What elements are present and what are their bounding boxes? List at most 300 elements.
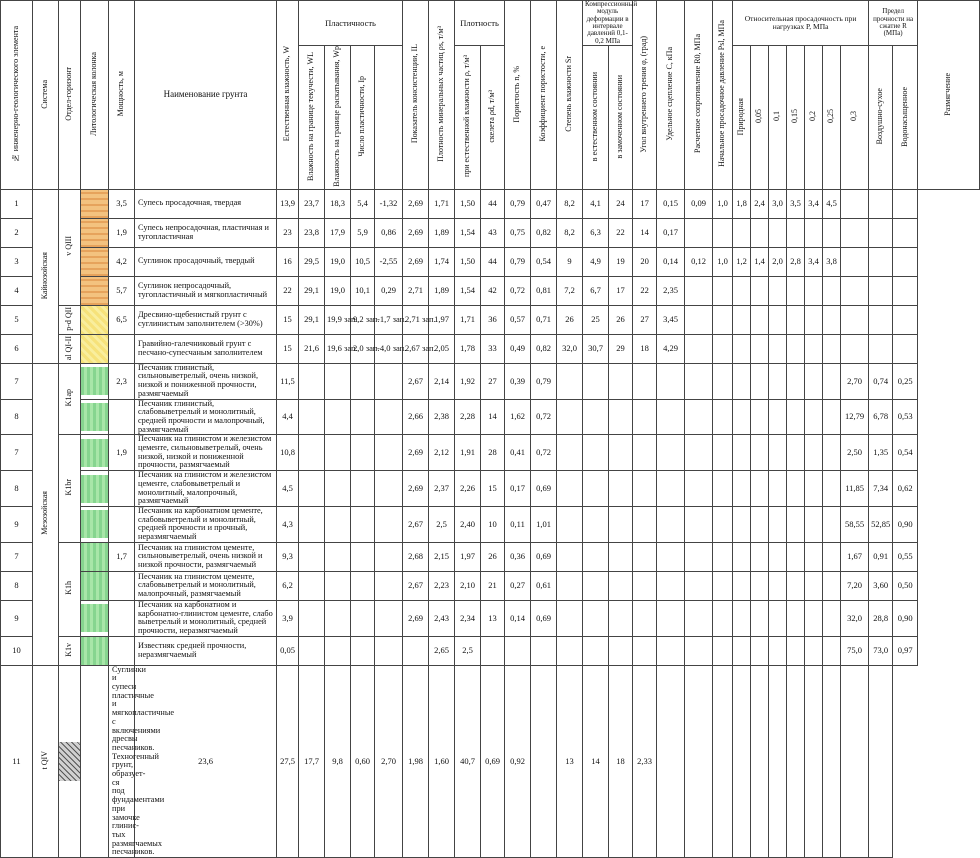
- soil-name: Песчаник на глинистом цементе, слабовыветрелый и монолитный, малопрочный, размягчаемый: [135, 571, 277, 600]
- subsidence-cell: [787, 276, 805, 305]
- value-cell: 9,8: [325, 665, 351, 857]
- value-cell: [299, 600, 325, 636]
- value-cell: [299, 571, 325, 600]
- subsidence-cell: [805, 471, 823, 507]
- value-cell: [351, 471, 375, 507]
- value-cell: 10,8: [277, 435, 299, 471]
- subsidence-cell: [805, 334, 823, 363]
- value-cell: [557, 506, 583, 542]
- value-cell: [325, 471, 351, 507]
- value-cell: [609, 636, 633, 665]
- value-cell: 10,1: [351, 276, 375, 305]
- subsidence-cell: [713, 636, 733, 665]
- subsidence-cell: [787, 334, 805, 363]
- ucs-dry-cell: [841, 276, 869, 305]
- subsidence-cell: [787, 305, 805, 334]
- value-cell: 9,2 зап.: [351, 305, 375, 334]
- value-cell: [557, 435, 583, 471]
- subsidence-cell: 3,0: [769, 189, 787, 218]
- value-cell: [685, 218, 713, 247]
- value-cell: [505, 636, 531, 665]
- lithology-pattern: [81, 277, 108, 305]
- value-cell: [657, 506, 685, 542]
- value-cell: [583, 600, 609, 636]
- value-cell: 20: [633, 247, 657, 276]
- value-cell: [325, 399, 351, 435]
- header-ps: Плотность минеральных частиц ρs, т/м³: [436, 25, 446, 162]
- lithology-swatch: [81, 363, 109, 399]
- value-cell: 9: [557, 247, 583, 276]
- value-cell: 17,9: [325, 218, 351, 247]
- row-number: 9: [1, 506, 33, 542]
- ucs-dry-cell: 7,20: [841, 571, 869, 600]
- softening-cell: 0,90: [893, 506, 918, 542]
- value-cell: 18: [609, 665, 633, 857]
- value-cell: [351, 363, 375, 399]
- value-cell: 9,3: [277, 542, 299, 571]
- subsidence-cell: [769, 363, 787, 399]
- ucs-dry-cell: [841, 218, 869, 247]
- soil-name: Супесь просадочная, твердая: [135, 189, 277, 218]
- value-cell: 1,54: [455, 218, 481, 247]
- soil-name: Песчаник на глинистом и железистом цементе, слабовыветрелый и монолитный, малопрочный, размягчаемый: [135, 471, 277, 507]
- row-number: 8: [1, 399, 33, 435]
- header-ip: Число пластичности, Ip: [357, 76, 367, 157]
- ucs-wet-cell: [869, 218, 893, 247]
- subsidence-cell: [713, 334, 733, 363]
- lithology-pattern: [81, 637, 108, 665]
- subsidence-cell: [713, 571, 733, 600]
- header-density: Плотность: [455, 1, 505, 46]
- value-cell: 44: [481, 247, 505, 276]
- value-cell: 15: [277, 334, 299, 363]
- subsidence-cell: [805, 636, 823, 665]
- value-cell: 2,14: [429, 363, 455, 399]
- thickness-cell: [81, 665, 109, 857]
- value-cell: 0,79: [505, 189, 531, 218]
- subsidence-cell: [823, 506, 841, 542]
- value-cell: [557, 399, 583, 435]
- softening-cell: 0,25: [893, 363, 918, 399]
- subsidence-cell: [685, 665, 713, 857]
- header-p6: 0,3: [849, 111, 859, 122]
- value-cell: 0,14: [505, 600, 531, 636]
- lithology-swatch: [81, 636, 109, 665]
- row-number: 6: [1, 334, 33, 363]
- ucs-dry-cell: [823, 665, 841, 857]
- row-number: 1: [1, 189, 33, 218]
- value-cell: [657, 471, 685, 507]
- thickness-cell: [109, 399, 135, 435]
- soil-name: Известняк средней прочности, неразмягчаемый: [135, 636, 277, 665]
- value-cell: 2,26: [455, 471, 481, 507]
- value-cell: 1,50: [455, 189, 481, 218]
- subsidence-cell: [713, 665, 733, 857]
- subsidence-cell: [805, 665, 823, 857]
- ucs-wet-cell: [869, 247, 893, 276]
- value-cell: [375, 399, 403, 435]
- header-system: Система: [40, 79, 50, 109]
- subsidence-cell: [713, 363, 733, 399]
- value-cell: 2,34: [455, 600, 481, 636]
- value-cell: 2,66: [403, 399, 429, 435]
- soil-name: Супесь непросадочная, пластичная и тугопластичная: [135, 218, 277, 247]
- value-cell: [685, 276, 713, 305]
- value-cell: 0,29: [375, 276, 403, 305]
- value-cell: 1,50: [455, 247, 481, 276]
- soil-name: Суглинки и супеси пластичные и мягкопластичные с включениями дресвы песчаников. Техногенный грунт, образует-ся под фундаментами при замочке глинис-тых размягчаемых песчаников.: [109, 665, 135, 857]
- value-cell: 14: [583, 665, 609, 857]
- subsidence-cell: [823, 636, 841, 665]
- value-cell: 2,68: [403, 542, 429, 571]
- value-cell: 1,98: [403, 665, 429, 857]
- header-natural: Природная: [736, 97, 746, 136]
- value-cell: 14: [481, 399, 505, 435]
- lithology-swatch: [81, 571, 109, 600]
- subsidence-cell: [769, 471, 787, 507]
- subsidence-cell: [713, 435, 733, 471]
- subsidence-cell: [787, 471, 805, 507]
- header-plasticity: Пластичность: [299, 1, 403, 46]
- value-cell: 0,49: [505, 334, 531, 363]
- value-cell: 2,69: [403, 600, 429, 636]
- system-cell: [33, 189, 59, 363]
- subsidence-cell: [751, 600, 769, 636]
- subsidence-cell: 3,5: [787, 189, 805, 218]
- subsidence-cell: [787, 435, 805, 471]
- value-cell: 5,4: [351, 189, 375, 218]
- subsidence-cell: [787, 571, 805, 600]
- lithology-swatch: [81, 247, 109, 276]
- value-cell: [657, 665, 685, 857]
- lithology-pattern: [81, 306, 108, 334]
- value-cell: [481, 636, 505, 665]
- thickness-cell: 1,9: [109, 435, 135, 471]
- division-cell: [59, 636, 81, 665]
- subsidence-cell: [733, 399, 751, 435]
- header-c: Удельное сцепление С, кПа: [665, 47, 675, 141]
- table-header: [1, 1, 980, 190]
- value-cell: [609, 471, 633, 507]
- ucs-dry-cell: 2,50: [841, 435, 869, 471]
- value-cell: 19,0: [325, 247, 351, 276]
- lithology-swatch: [81, 471, 109, 507]
- value-cell: [657, 399, 685, 435]
- softening-cell: 0,97: [893, 636, 918, 665]
- value-cell: 2,67: [403, 571, 429, 600]
- ucs-dry-cell: [841, 334, 869, 363]
- value-cell: [633, 471, 657, 507]
- header-num: № инженерно-геологического элемента: [11, 25, 21, 163]
- value-cell: 22: [277, 276, 299, 305]
- subsidence-cell: [805, 435, 823, 471]
- subsidence-cell: [733, 305, 751, 334]
- subsidence-cell: [787, 506, 805, 542]
- value-cell: 0,69: [531, 600, 557, 636]
- ucs-dry-cell: 32,0: [841, 600, 869, 636]
- subsidence-cell: 2,4: [751, 189, 769, 218]
- lithology-pattern: [59, 742, 80, 781]
- ucs-wet-cell: 6,78: [869, 399, 893, 435]
- subsidence-cell: 1,0: [713, 247, 733, 276]
- value-cell: [685, 334, 713, 363]
- value-cell: 29,1: [299, 276, 325, 305]
- lithology-swatch: [81, 218, 109, 247]
- subsidence-cell: [769, 506, 787, 542]
- subsidence-cell: [805, 542, 823, 571]
- value-cell: 29: [609, 334, 633, 363]
- value-cell: 23: [277, 218, 299, 247]
- lithology-pattern: [81, 403, 108, 431]
- value-cell: 1,89: [429, 276, 455, 305]
- subsidence-cell: [787, 600, 805, 636]
- value-cell: 2,10: [455, 571, 481, 600]
- ucs-dry-cell: 75,0: [841, 636, 869, 665]
- soil-name: Суглинок просадочный, твердый: [135, 247, 277, 276]
- ucs-wet-cell: 0,74: [869, 363, 893, 399]
- value-cell: 14: [633, 218, 657, 247]
- row-number: 4: [1, 276, 33, 305]
- subsidence-cell: [713, 218, 733, 247]
- value-cell: 19: [609, 247, 633, 276]
- value-cell: [633, 542, 657, 571]
- division-cell: [59, 189, 81, 305]
- value-cell: [299, 435, 325, 471]
- subsidence-cell: [733, 542, 751, 571]
- division-cell: [59, 363, 81, 435]
- value-cell: 1,89: [429, 218, 455, 247]
- softening-cell: 0,62: [893, 471, 918, 507]
- value-cell: 4,29: [657, 334, 685, 363]
- value-cell: [299, 399, 325, 435]
- row-number: 3: [1, 247, 33, 276]
- subsidence-cell: [751, 399, 769, 435]
- value-cell: 26: [557, 305, 583, 334]
- value-cell: [531, 665, 557, 857]
- value-cell: 0,69: [531, 542, 557, 571]
- value-cell: -1,32: [375, 189, 403, 218]
- subsidence-cell: 1,2: [733, 247, 751, 276]
- subsidence-cell: [713, 600, 733, 636]
- subsidence-cell: [823, 435, 841, 471]
- value-cell: [351, 506, 375, 542]
- value-cell: 23,7: [299, 189, 325, 218]
- value-cell: [609, 363, 633, 399]
- lithology-swatch: [81, 189, 109, 218]
- subsidence-cell: 3,8: [823, 247, 841, 276]
- value-cell: -1,7 зап.: [375, 305, 403, 334]
- subsidence-cell: [733, 218, 751, 247]
- header-ucs-wet: Водонасыщенное: [899, 86, 909, 147]
- row-number: 5: [1, 305, 33, 334]
- subsidence-cell: [751, 276, 769, 305]
- row-number: 7: [1, 542, 33, 571]
- value-cell: 1,92: [455, 363, 481, 399]
- subsidence-cell: [823, 276, 841, 305]
- thickness-cell: [109, 506, 135, 542]
- subsidence-cell: [805, 506, 823, 542]
- ucs-wet-cell: 7,34: [869, 471, 893, 507]
- value-cell: 5,9: [351, 218, 375, 247]
- subsidence-cell: [769, 665, 787, 857]
- header-p1: 0,05: [754, 109, 764, 124]
- value-cell: [685, 363, 713, 399]
- value-cell: 2,67 зап.: [403, 334, 429, 363]
- table-row: [1, 189, 980, 218]
- row-number: 11: [1, 665, 33, 857]
- value-cell: 25: [583, 305, 609, 334]
- value-cell: 1,91: [455, 435, 481, 471]
- value-cell: 2,38: [429, 399, 455, 435]
- softening-cell: 0,50: [893, 571, 918, 600]
- subsidence-cell: [787, 665, 805, 857]
- ucs-dry-cell: [841, 247, 869, 276]
- ucs-dry-cell: 12,79: [841, 399, 869, 435]
- value-cell: 43: [481, 218, 505, 247]
- softening-cell: [893, 189, 918, 218]
- value-cell: 1,01: [531, 506, 557, 542]
- value-cell: [657, 363, 685, 399]
- table-row: [1, 506, 980, 542]
- value-cell: 0,17: [657, 218, 685, 247]
- subsidence-cell: 1,8: [733, 189, 751, 218]
- value-cell: 2,43: [429, 600, 455, 636]
- header-mod-wet: в замоченном состоянии: [615, 74, 625, 159]
- value-cell: 2,65: [429, 636, 455, 665]
- value-cell: 17: [609, 276, 633, 305]
- subsidence-cell: [823, 399, 841, 435]
- softening-cell: [893, 276, 918, 305]
- table-body: [1, 189, 980, 857]
- value-cell: [299, 471, 325, 507]
- value-cell: [375, 363, 403, 399]
- division-label: K1v: [64, 642, 74, 657]
- thickness-cell: [109, 636, 135, 665]
- lithology-pattern: [81, 439, 108, 467]
- value-cell: 0,69: [481, 665, 505, 857]
- value-cell: 0,72: [505, 276, 531, 305]
- value-cell: 2,71 зап.: [403, 305, 429, 334]
- value-cell: 4,9: [583, 247, 609, 276]
- header-psl: Начальное просадочное давление Psl, МПа: [717, 20, 727, 168]
- value-cell: 0,81: [531, 276, 557, 305]
- header-rho: при естественной влажности ρ, т/м³: [462, 55, 472, 178]
- value-cell: 26: [609, 305, 633, 334]
- value-cell: 10: [481, 506, 505, 542]
- header-modulus: Компрессионный модуль деформации в интервале давлений 0,1-0,2 МПа: [583, 1, 633, 46]
- subsidence-cell: [805, 571, 823, 600]
- value-cell: 13,9: [277, 189, 299, 218]
- value-cell: 19,9 зап.: [325, 305, 351, 334]
- division-label: t QIV: [40, 751, 50, 770]
- value-cell: 27: [481, 363, 505, 399]
- softening-cell: 0,90: [893, 600, 918, 636]
- value-cell: 2,35: [657, 276, 685, 305]
- value-cell: 2,69: [403, 218, 429, 247]
- header-wp: Влажность на границе раскатывания, Wp: [332, 46, 342, 187]
- table-row: [1, 542, 980, 571]
- subsidence-cell: [823, 600, 841, 636]
- ucs-wet-cell: 52,85: [869, 506, 893, 542]
- ucs-wet-cell: 73,0: [869, 636, 893, 665]
- softening-cell: 0,53: [893, 399, 918, 435]
- value-cell: 2,33: [633, 665, 657, 857]
- value-cell: 28: [481, 435, 505, 471]
- value-cell: 0,79: [531, 363, 557, 399]
- value-cell: 2,71: [403, 276, 429, 305]
- thickness-cell: 1,9: [109, 218, 135, 247]
- subsidence-cell: [751, 542, 769, 571]
- value-cell: 2,05: [429, 334, 455, 363]
- subsidence-cell: [769, 571, 787, 600]
- value-cell: 0,47: [531, 189, 557, 218]
- value-cell: 0,12: [685, 247, 713, 276]
- value-cell: 29,5: [299, 247, 325, 276]
- value-cell: [685, 471, 713, 507]
- value-cell: [609, 435, 633, 471]
- subsidence-cell: [751, 334, 769, 363]
- subsidence-cell: [805, 399, 823, 435]
- value-cell: 2,28: [455, 399, 481, 435]
- lithology-pattern: [81, 367, 108, 395]
- subsidence-cell: 1,4: [751, 247, 769, 276]
- thickness-cell: [109, 334, 135, 363]
- subsidence-cell: [805, 276, 823, 305]
- subsidence-cell: [823, 571, 841, 600]
- value-cell: [557, 363, 583, 399]
- soil-name: Песчаник на карбонатном и карбонатно-глинистом цементе, слабо выветрелый и монолитный, средней прочности, неразмягчаемый: [135, 600, 277, 636]
- header-soft: Размягчение: [943, 72, 953, 116]
- value-cell: 2,67: [403, 506, 429, 542]
- subsidence-cell: [823, 542, 841, 571]
- subsidence-cell: [733, 636, 751, 665]
- soil-name: Песчаник глинистый, сильновыветрелый, очень низкой, низкой и пониженной прочности, размягчаемый: [135, 363, 277, 399]
- value-cell: [299, 542, 325, 571]
- value-cell: [351, 542, 375, 571]
- table-row: [1, 218, 980, 247]
- value-cell: 1,97: [429, 305, 455, 334]
- value-cell: 0,09: [685, 189, 713, 218]
- value-cell: 21: [481, 571, 505, 600]
- soil-name: Песчаник глинистый, слабовыветрелый и монолитный, средней прочности и малопрочный, размягчаемый: [135, 399, 277, 435]
- value-cell: 29,1: [299, 305, 325, 334]
- division-cell: [33, 665, 59, 857]
- value-cell: 19,0: [325, 276, 351, 305]
- header-p5: 0,25: [826, 109, 836, 124]
- value-cell: [403, 636, 429, 665]
- value-cell: 1,71: [455, 305, 481, 334]
- value-cell: 6,3: [583, 218, 609, 247]
- table-row: [1, 636, 980, 665]
- system-label: Мезозойская: [40, 491, 50, 536]
- thickness-cell: 1,7: [109, 542, 135, 571]
- subsidence-cell: [733, 334, 751, 363]
- subsidence-cell: [713, 471, 733, 507]
- value-cell: [531, 636, 557, 665]
- subsidence-cell: 2,0: [769, 247, 787, 276]
- ucs-wet-cell: 28,8: [869, 600, 893, 636]
- value-cell: 2,12: [429, 435, 455, 471]
- header-litho: Литологическая колонка: [89, 51, 99, 136]
- subsidence-cell: 3,4: [805, 247, 823, 276]
- subsidence-cell: 1,0: [713, 189, 733, 218]
- value-cell: 3,9: [277, 600, 299, 636]
- value-cell: 1,62: [505, 399, 531, 435]
- lithology-swatch: [81, 305, 109, 334]
- value-cell: 1,60: [429, 665, 455, 857]
- header-mod-nat: в естественном состоянии: [590, 71, 600, 162]
- ucs-wet-cell: 3,60: [869, 571, 893, 600]
